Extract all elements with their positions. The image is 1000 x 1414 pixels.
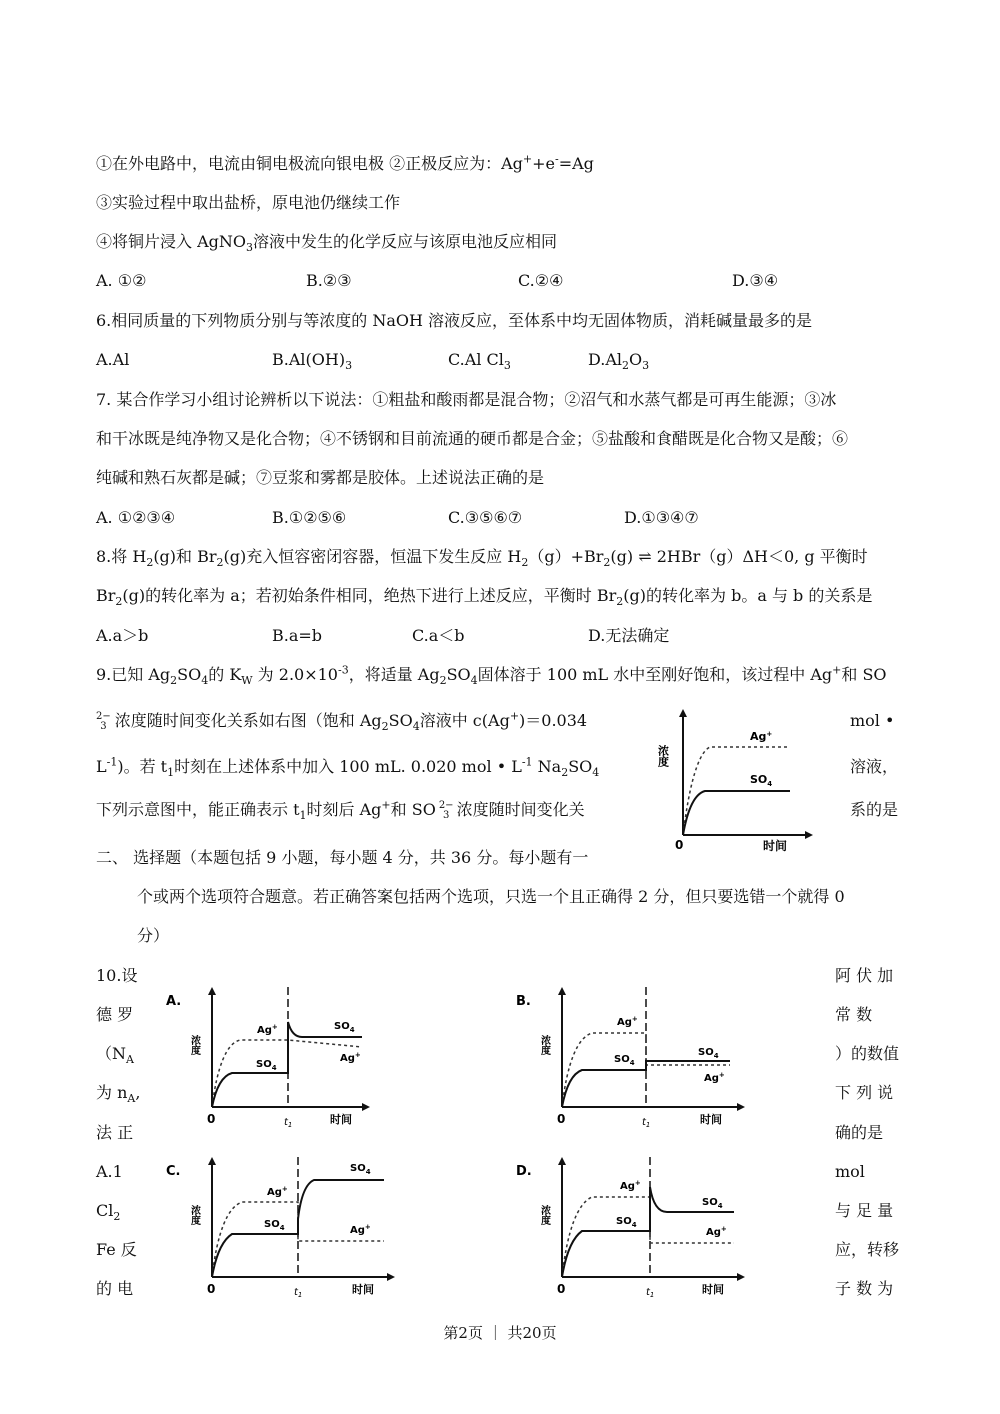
- figure-b-so-left: $SO_4$: [614, 1054, 635, 1067]
- q9-ag-label: Ag+: [750, 730, 773, 743]
- figure-c-x-label: 时间: [352, 1283, 374, 1296]
- q9-line-2-right: mol •: [850, 711, 895, 730]
- q10-left-2: 德 罗: [96, 1005, 134, 1024]
- figure-d-t1: $t_1$: [646, 1287, 655, 1299]
- q8-option-d[interactable]: D.无法确定: [588, 626, 670, 645]
- q9-line-4: 下列示意图中，能正确表示 $t_1$时刻后 Ag+和 SO 2− 3 浓度随时间变化关: [96, 798, 585, 823]
- figure-a-zero: 0: [207, 1112, 216, 1126]
- figure-b-so-right: $SO_4$: [698, 1047, 719, 1060]
- q10-left-9: 的 电: [96, 1279, 134, 1298]
- q9-figure-svg: [655, 705, 815, 853]
- q5-option-a[interactable]: A. ①②: [96, 271, 147, 290]
- figure-c-svg: [162, 1155, 402, 1300]
- q10-right-7: 与 足 量: [835, 1201, 894, 1220]
- q10-right-5: 确的是: [835, 1123, 884, 1142]
- page-footer: 第2页 ｜ 共20页: [443, 1324, 557, 1342]
- q6-option-a[interactable]: A.Al: [96, 350, 130, 369]
- figure-b-ag-right: Ag+: [704, 1071, 725, 1084]
- figure-a-ag-left: Ag+: [257, 1023, 278, 1036]
- figure-a[interactable]: [162, 985, 382, 1130]
- q6-option-b[interactable]: $B.Al(OH)_3$: [272, 350, 353, 373]
- section2-line-3: 分）: [137, 926, 170, 945]
- figure-a-svg: [162, 985, 382, 1130]
- figure-c-so-right: $SO_4$: [350, 1163, 371, 1176]
- figure-d-x-label: 时间: [702, 1283, 724, 1296]
- figure-a-x-label: 时间: [330, 1113, 352, 1126]
- q9-reference-figure: [655, 705, 815, 853]
- q8-line-2: $Br_2(g)$的转化率为 a；若初始条件相同，绝热下进行上述反应，平衡时 $Br_2(g)$的转化率为 b。a 与 b 的关系是: [96, 586, 873, 609]
- figure-b-y-label: 浓度: [538, 1035, 550, 1055]
- q10-right-8: 应，转移: [835, 1240, 900, 1259]
- figure-b-x-label: 时间: [700, 1113, 722, 1126]
- figure-b[interactable]: [512, 985, 752, 1130]
- section2-line-2: 个或两个选项符合题意。若正确答案包括两个选项，只选一个且正确得 2 分，但只要选错一个就得 0: [137, 887, 845, 906]
- q10-left-4: 为 $n_A$,: [96, 1083, 141, 1106]
- q9-zero: 0: [675, 838, 684, 852]
- figure-a-t1: $t_1$: [284, 1117, 293, 1129]
- q5-option-d[interactable]: D.③④: [732, 271, 779, 290]
- figure-d-svg: [512, 1155, 752, 1300]
- q7-line-2: 和干冰既是纯净物又是化合物；④不锈钢和目前流通的硬币都是合金；⑤盐酸和食醋既是化合物又是酸；⑥: [96, 429, 849, 448]
- q10-right-6: mol: [835, 1162, 865, 1181]
- q7-option-d[interactable]: D.①③④⑦: [624, 508, 699, 527]
- figure-c-letter: C.: [166, 1164, 181, 1179]
- q8-option-a[interactable]: A.a＞b: [96, 626, 149, 645]
- figure-b-t1: $t_1$: [642, 1117, 651, 1129]
- q5-option-b[interactable]: B.②③: [306, 271, 352, 290]
- figure-c-ag-left: Ag+: [267, 1185, 288, 1198]
- q10-left-3: （$N_A$: [96, 1044, 134, 1067]
- q8-line-1: 8.将 $H_2(g)$和 $Br_2(g)$充入恒容密闭容器，恒温下发生反应 $H_2(g)+Br_2(g)$ ⇌ 2HBr（g）ΔH＜0, g 平衡时: [96, 547, 868, 570]
- figure-b-zero: 0: [557, 1112, 566, 1126]
- q9-line-3-right: 溶液，: [850, 757, 899, 776]
- q7-option-b[interactable]: B.①②⑤⑥: [272, 508, 347, 527]
- q10-left-1: 10.设: [96, 966, 138, 985]
- section2-line-1: 二、 选择题（本题包括 9 小题，每小题 4 分，共 36 分。每小题有一: [96, 848, 589, 867]
- q10-right-3: ）的数值: [835, 1044, 900, 1063]
- q10-left-5: 法 正: [96, 1123, 134, 1142]
- q10-right-9: 子 数 为: [835, 1279, 894, 1298]
- q5-statement-3: ③实验过程中取出盐桥，原电池仍继续工作: [96, 193, 401, 212]
- figure-a-so-right: $SO_4$: [334, 1021, 355, 1034]
- q9-line-3: $L^{-1}$)。若 $t_1$时刻在上述体系中加入 100 mL. 0.020 mol • $L^{-1}$ $Na_2SO_4$: [96, 755, 600, 780]
- figure-c[interactable]: [162, 1155, 402, 1300]
- q6-option-d[interactable]: $D.Al_2O_3$: [588, 350, 650, 373]
- figure-a-ag-right: Ag+: [340, 1051, 361, 1064]
- figure-d-ag-right: Ag+: [706, 1225, 727, 1238]
- figure-a-y-label: 浓度: [188, 1035, 200, 1055]
- figure-c-so-left: $SO_4$: [264, 1219, 285, 1232]
- figure-d-y-label: 浓度: [538, 1205, 550, 1225]
- q8-option-c[interactable]: C.a＜b: [412, 626, 465, 645]
- figure-d-so-left: $SO_4$: [616, 1216, 637, 1229]
- q5-option-c[interactable]: C.②④: [518, 271, 564, 290]
- q7-option-c[interactable]: C.③⑤⑥⑦: [448, 508, 523, 527]
- q5-statement-4: ④将铜片浸入 AgNO$_3$溶液中发生的化学反应与该原电池反应相同: [96, 232, 558, 255]
- q10-right-4: 下 列 说: [835, 1083, 894, 1102]
- q7-option-a[interactable]: A. ①②③④: [96, 508, 176, 527]
- q10-right-2: 常 数: [835, 1005, 873, 1024]
- q9-x-label: 时间: [763, 839, 788, 853]
- q10-left-8: Fe 反: [96, 1240, 137, 1259]
- q10-left-6: A.1: [96, 1162, 123, 1181]
- q10-left-7: $Cl_2$: [96, 1201, 121, 1224]
- q7-line-1: 7. 某合作学习小组讨论辨析以下说法：①粗盐和酸雨都是混合物；②沼气和水蒸气都是可再生能源；③冰: [96, 390, 837, 409]
- figure-a-letter: A.: [166, 994, 182, 1009]
- figure-c-t1: $t_1$: [294, 1287, 303, 1299]
- figure-d-ag-left: Ag+: [620, 1179, 641, 1192]
- figure-d[interactable]: [512, 1155, 752, 1300]
- figure-d-letter: D.: [516, 1164, 532, 1179]
- figure-c-ag-right: Ag+: [350, 1223, 371, 1236]
- figure-a-so-left: $SO_4$: [256, 1059, 277, 1072]
- figure-b-svg: [512, 985, 752, 1130]
- q8-option-b[interactable]: B.a=b: [272, 626, 323, 645]
- q6-stem: 6.相同质量的下列物质分别与等浓度的 NaOH 溶液反应，至体系中均无固体物质，消耗碱量最多的是: [96, 311, 813, 330]
- q9-line-4-right: 系的是: [850, 800, 899, 819]
- figure-b-ag-left: Ag+: [617, 1015, 638, 1028]
- q10-right-1: 阿 伏 加: [835, 966, 894, 985]
- q7-line-3: 纯碱和熟石灰都是碱；⑦豆浆和雾都是胶体。上述说法正确的是: [96, 468, 545, 487]
- q5-statement-1: ①在外电路中，电流由铜电极流向银电极 ②正极反应为：Ag++e-=Ag: [96, 152, 594, 173]
- q9-so-label: $SO_4$: [750, 773, 773, 788]
- figure-d-so-right: $SO_4$: [702, 1197, 723, 1210]
- figure-c-y-label: 浓度: [188, 1205, 200, 1225]
- figure-d-zero: 0: [557, 1282, 566, 1296]
- q9-line-1: 9.已知 $Ag_2SO_4$的 $K_W$ 为 $2.0\times 10^{-3}$，将适量 $Ag_2SO_4$固体溶于 100 mL 水中至刚好饱和，该过程中 Ag+和 SO: [96, 663, 887, 688]
- q9-y-label: 浓度: [656, 745, 670, 767]
- figure-b-letter: B.: [516, 994, 531, 1009]
- q6-option-c[interactable]: C.Al $Cl_3$: [448, 350, 511, 373]
- figure-c-zero: 0: [207, 1282, 216, 1296]
- q9-line-2: 2− 3 浓度随时间变化关系如右图（饱和 $Ag_2SO_4$溶液中 c(Ag+)＝0.034: [96, 709, 588, 734]
